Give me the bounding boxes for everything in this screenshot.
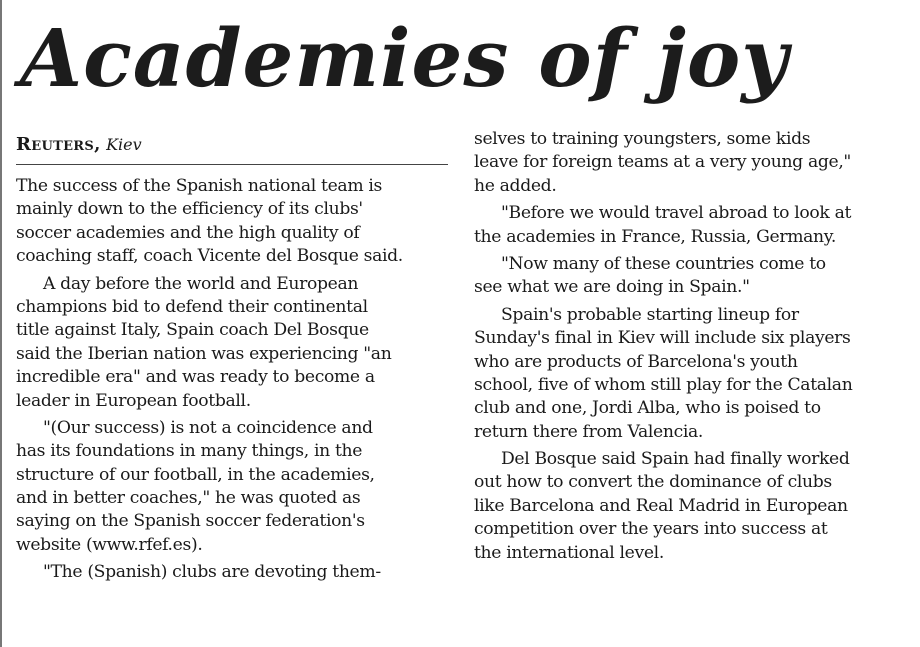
article-line: competition over the years into success at <box>474 519 828 540</box>
article-line: club and one, Jordi Alba, who is poised to <box>474 398 821 419</box>
article-line: out how to convert the dominance of clubs <box>474 472 832 493</box>
article-line: leader in European football. <box>16 390 251 411</box>
article-line: title against Italy, Spain coach Del Bosque <box>16 320 369 341</box>
article-line: who are products of Barcelona's youth <box>474 351 798 372</box>
article-line: incredible era" and was ready to become a <box>16 367 375 388</box>
article-line: structure of our football, in the academies, <box>16 464 375 485</box>
article-line: saying on the Spanish soccer federation's <box>16 511 365 532</box>
article-line: "Now many of these countries come to <box>501 253 826 274</box>
article-line: said the Iberian nation was experiencing "an <box>16 343 392 364</box>
article-line: see what we are doing in Spain." <box>474 277 750 298</box>
article-line: like Barcelona and Real Madrid in European <box>474 495 848 516</box>
article-line: return there from Valencia. <box>474 421 704 442</box>
article-line: and in better coaches," he was quoted as <box>16 488 361 509</box>
byline <box>16 134 448 156</box>
article-line: leave for foreign teams at a very young age," <box>474 152 851 173</box>
article-line: the academies in France, Russia, Germany. <box>474 226 836 247</box>
byline-agency: Reuters, <box>16 134 101 155</box>
article-line: has its foundations in many things, in the <box>16 441 363 462</box>
article-line: mainly down to the efficiency of its clubs' <box>16 199 363 220</box>
article-column-left <box>16 175 448 585</box>
article-line: school, five of whom still play for the Catalan <box>474 374 853 395</box>
article-line: "(Our success) is not a coincidence and <box>43 417 373 438</box>
article-line: the international level. <box>474 542 664 563</box>
article-line: soccer academies and the high quality of <box>16 222 360 243</box>
byline-rule <box>16 164 448 165</box>
article-line: A day before the world and European <box>43 273 359 294</box>
article-line: selves to training youngsters, some kids <box>474 129 811 149</box>
article-line: The success of the Spanish national team is <box>16 176 383 196</box>
article-line: he added. <box>474 175 557 196</box>
article-line: Del Bosque said Spain had finally worked <box>501 449 850 470</box>
article-line: "Before we would travel abroad to look at <box>501 203 852 224</box>
article-line: "The (Spanish) clubs are devoting them- <box>43 562 381 583</box>
article-line: champions bid to defend their continental <box>16 296 368 317</box>
article-line: Spain's probable starting lineup for <box>501 304 799 325</box>
article-line: coaching staff, coach Vicente del Bosque said. <box>16 246 403 267</box>
article-column-right <box>474 128 910 565</box>
byline-city: Kiev <box>106 135 142 154</box>
article-line: website (www.rfef.es). <box>16 534 203 555</box>
article-line: Sunday's final in Kiev will include six players <box>474 328 851 349</box>
headline: Academies of joy <box>20 11 789 105</box>
